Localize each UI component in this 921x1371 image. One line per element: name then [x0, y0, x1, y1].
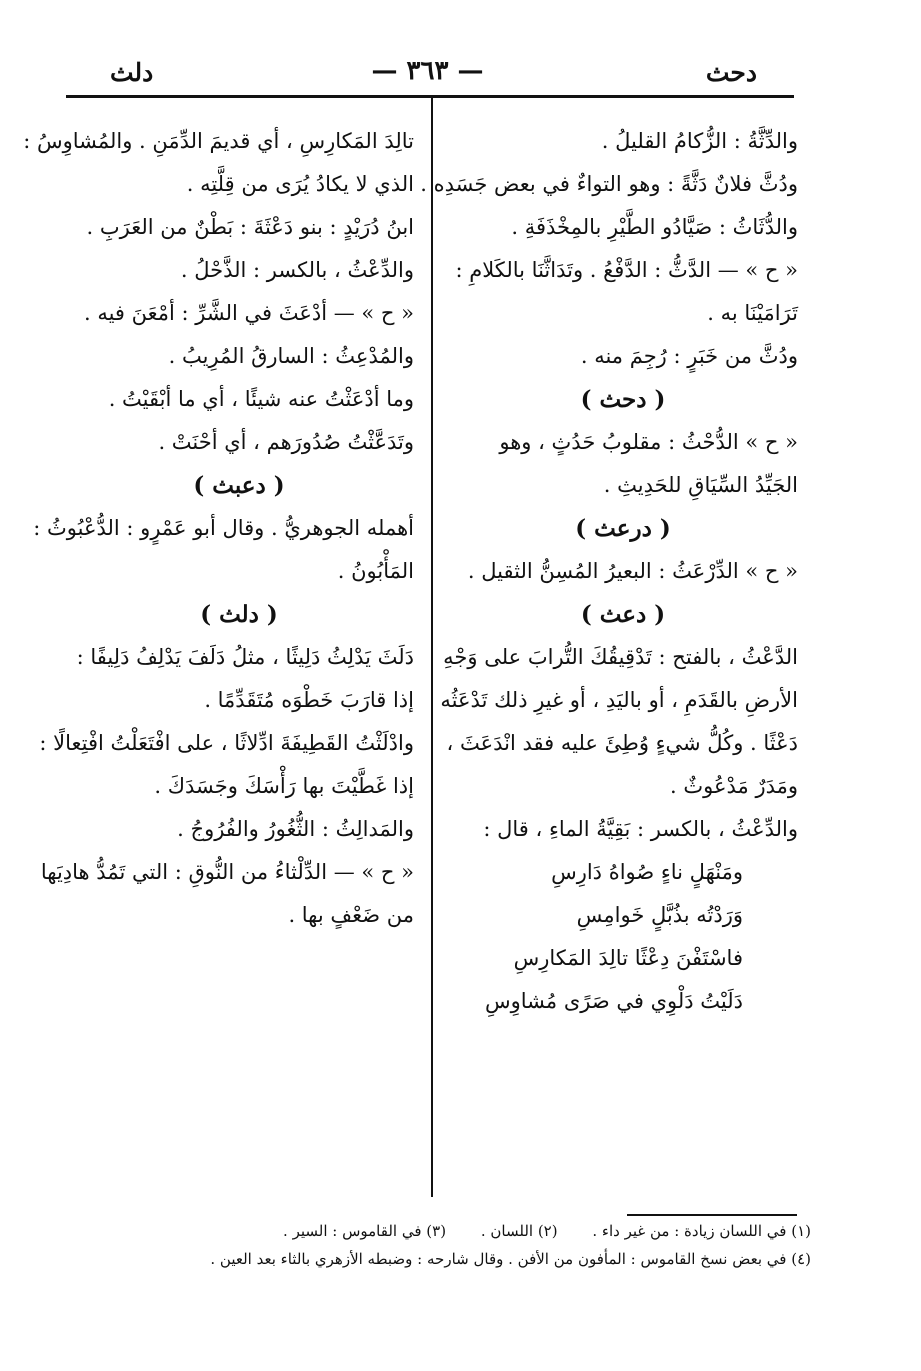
entry-heading: ( دعث )	[580, 601, 666, 628]
text-line: أهمله الجوهريُّ . وقال أبو عَمْرٍو : الدُّعْبُوثُ :	[33, 516, 414, 540]
text-line: « ح » — الدَّثُّ : الدَّفْعُ . وتَدَاثَّنَا بالكَلامِ :	[455, 258, 798, 282]
text-line: « ح » — أدْعَثَ في الشَّرِّ : أمْعَنَ فيه .	[83, 301, 414, 325]
text-line: دَعْثًا . وكُلُّ شيءٍ وُطِئَ عليه فقد انْدَعَثَ ،	[446, 731, 798, 755]
text-line: المَأْبُونُ .	[337, 559, 414, 583]
entry-heading: ( دعبث )	[193, 472, 285, 499]
entry-heading: ( درعث )	[575, 515, 671, 542]
text-line: « ح » الدِّرْعَثُ : البعيرُ المُسِنُّ الثقيل .	[467, 559, 798, 583]
right-column	[420, 120, 798, 1023]
text-line: ومَدَرٌ مَدْعُوثٌ .	[670, 774, 798, 798]
footnote-1: (١) في اللسان زيادة : من غير داء .	[592, 1222, 811, 1240]
footnote-2: (٢) اللسان .	[480, 1222, 558, 1240]
entry-heading: ( دلث )	[200, 601, 278, 628]
verse-line: ومَنْهَلٍ ناءٍ صُواهُ دَارِسِ	[551, 860, 743, 884]
text-line: تالِدَ المَكارِسِ ، أي قديمَ الدِّمَنِ . والمُشاوِسُ :	[23, 129, 414, 153]
verse-line: فاسْتَفْنَ دِعْثًا تالِدَ المَكارِسِ	[513, 946, 743, 970]
text-line: والدُّثَاثُ : صَيَّادُو الطَّيْرِ بالمِخْذَفَةِ .	[511, 215, 798, 239]
text-line: إذا قارَبَ خَطْوَه مُتَقَدِّمًا .	[204, 688, 414, 712]
header-root-left: دلث	[110, 58, 154, 87]
text-line: ابنُ دُرَيْدٍ : بنو دَعْثَةَ : بَطْنٌ من العَرَبِ .	[86, 215, 414, 239]
text-line: إذا غَطَّيْتَ بها رَأْسَكَ وجَسَدَكَ .	[154, 774, 414, 798]
footnote-rule	[627, 1214, 797, 1216]
verse-line: وَرَدْتُه بذُبَّلٍ خَوامِسِ	[576, 903, 743, 927]
text-line: من ضَعْفٍ بها .	[288, 903, 414, 927]
header-rule	[66, 95, 794, 98]
footnotes-row-2	[91, 1250, 811, 1268]
text-line: والدِّثَّةُ : الزُّكامُ القليلُ .	[601, 129, 798, 153]
text-line: « ح » الدُّحْثُ : مقلوبُ حَدُثٍ ، وهو	[499, 430, 798, 454]
entry-heading: ( دحث )	[580, 386, 666, 413]
text-line: الأرضِ بالقَدَمِ ، أو باليَدِ ، أو غيرِ ذلك تَدْعَثُه	[440, 688, 798, 712]
text-line: ودُثَّ من خَبَرٍ : رُجِمَ منه .	[580, 344, 798, 368]
text-line: والدِّعْثُ ، بالكسر : الذَّحْلُ .	[180, 258, 414, 282]
text-line: والمَدالِثُ : الثُّغُورُ والفُرُوجُ .	[177, 817, 414, 841]
left-column	[23, 120, 414, 937]
column-divider	[431, 98, 433, 1197]
page-number: — ٣٦٣ —	[371, 56, 484, 86]
text-line: الجَيِّدُ السِّيَاقِ للحَدِيثِ .	[603, 473, 798, 497]
footnote-3: (٣) في القاموس : السير .	[283, 1222, 447, 1240]
text-line: دَلَثَ يَدْلِثُ دَلِيثًا ، مثلُ دَلَفَ يَدْلِفُ دَلِيفًا :	[76, 645, 414, 669]
text-line: وما أدْعَثْتُ عنه شيئًا ، أي ما أبْقَيْتُ .	[108, 387, 414, 411]
text-line: تَرَامَيْنَا به .	[707, 301, 798, 325]
text-line: وادْلَثْتُ القَطِيفَةَ ادِّلاثًا ، على افْتَعَلْتُ افْتِعالًا :	[39, 731, 414, 755]
text-line: والدِّعْثُ ، بالكسر : بَقِيَّةُ الماءِ ، قال :	[483, 817, 798, 841]
header-root-right: دحث	[705, 58, 757, 87]
page-header	[60, 52, 795, 92]
text-line: الدَّعْثُ ، بالفتح : تَدْقِيقُكَ التُّرابَ على وَجْهِ	[443, 645, 798, 669]
text-line: والمُدْعِثُ : السارقُ المُرِيبُ .	[168, 344, 414, 368]
text-line: الذي لا يكادُ يُرَى من قِلَّتِه .	[186, 172, 414, 196]
text-line: ودُثَّ فلانٌ دَثَّةً : وهو التواءٌ في بعض جَسَدِه .	[420, 172, 798, 196]
text-line: « ح » — الدِّلْثاءُ من النُّوقِ : التي تَمُدُّ هادِيَها	[40, 860, 414, 884]
footnote-4: (٤) في بعض نسخ القاموس : المأفون من الأفن . وقال شارحه : وضبطه الأزهري بالثاء بعد العين .	[210, 1250, 811, 1268]
text-line: وتَدَعَّثْتُ صُدُورَهم ، أي أحْنَتْ .	[158, 430, 414, 454]
footnotes-row-1	[91, 1222, 811, 1240]
verse-line: دَلَيْتُ دَلْوِي في صَرًى مُشاوِسِ	[485, 989, 743, 1013]
